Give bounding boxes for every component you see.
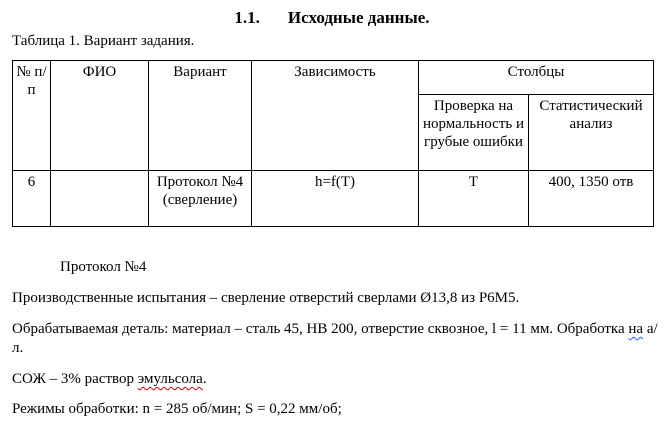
grammar-flagged-word: на	[628, 321, 644, 337]
section-heading	[0, 8, 664, 28]
paragraph-coolant	[12, 370, 207, 389]
header-fio: ФИО	[51, 61, 149, 171]
paragraph-tests: Производственные испытания – сверление отверстий сверлами Ø13,8 из Р6М5.	[12, 290, 520, 306]
cell-number: 6	[13, 171, 51, 227]
workpiece-text-end: а/л.	[12, 321, 658, 356]
protocol-title: Протокол №4	[60, 259, 147, 275]
header-variant: Вариант	[149, 61, 252, 171]
header-statistical-analysis: Статистический анализ	[529, 95, 654, 171]
header-normality-check: Проверка на нормальность и грубые ошибки	[419, 95, 529, 171]
table-header-row	[13, 61, 654, 95]
spellcheck-flagged-word: эмульсола	[137, 371, 203, 387]
section-title: Исходные данные.	[287, 8, 430, 27]
table-caption: Таблица 1. Вариант задания.	[12, 33, 195, 49]
cell-normality-check: T	[419, 171, 529, 227]
section-number: 1.1.	[234, 8, 260, 27]
coolant-text-end: .	[202, 371, 207, 387]
paragraph-modes: Режимы обработки: n = 285 об/мин; S = 0,22 мм/об;	[12, 401, 342, 417]
workpiece-text: Обрабатываемая деталь: материал – сталь 45, НВ 200, отверстие сквозное, l = 11 мм. Обработка	[12, 321, 629, 337]
cell-fio	[51, 171, 149, 227]
header-number: № п/п	[13, 61, 51, 171]
header-columns: Столбцы	[419, 61, 654, 95]
cell-statistical-analysis: 400, 1350 отв	[529, 171, 654, 227]
paragraph-workpiece	[12, 320, 664, 358]
table-row	[13, 171, 654, 227]
cell-dependency: h=f(T)	[252, 171, 419, 227]
coolant-text: СОЖ – 3% раствор	[12, 371, 138, 387]
assignment-table	[12, 60, 654, 227]
header-dependency: Зависимость	[252, 61, 419, 171]
cell-variant: Протокол №4 (сверление)	[149, 171, 252, 227]
